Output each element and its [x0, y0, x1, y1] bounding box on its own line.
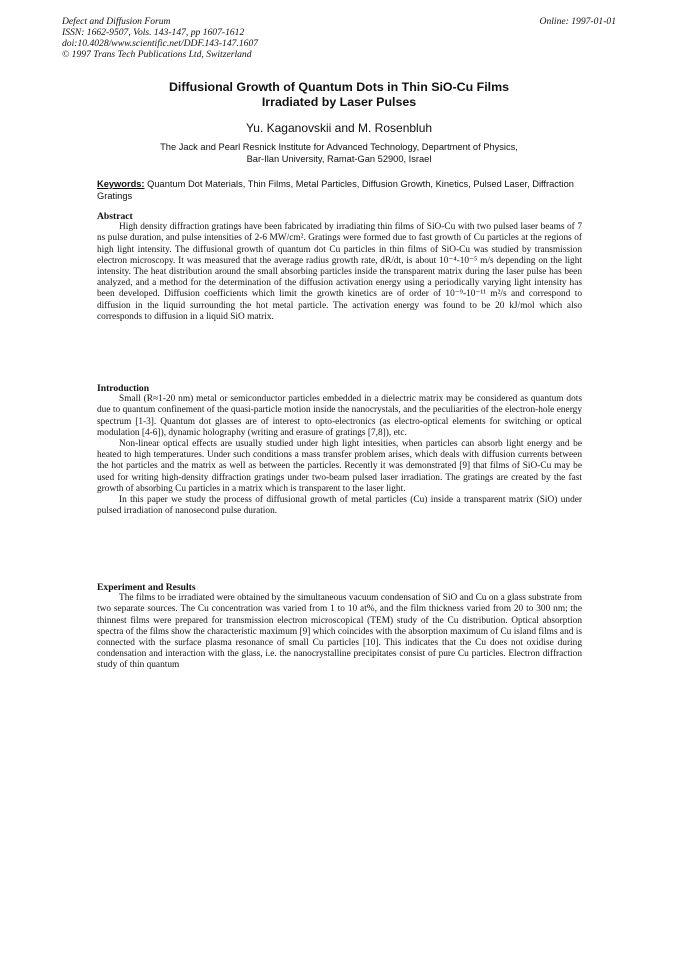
issn-line: ISSN: 1662-9507, Vols. 143-147, pp 1607-1612 — [62, 27, 245, 38]
affiliation-line-2: Bar-Ilan University, Ramat-Gan 52900, Israel — [246, 154, 432, 164]
online-date: Online: 1997-01-01 — [539, 16, 616, 27]
introduction-paragraph: In this paper we study the process of diffusional growth of metal particles (Cu) inside a transparent matrix (SiO) under pulsed irradiation of nanosecond pulse duration. — [97, 495, 582, 517]
introduction-paragraph: Small (R≈1-20 nm) metal or semiconductor particles embedded in a dielectric matrix may be considered as quantum dots due to quantum confinement of the quasi-particle motion inside the nanocrystals, and the peculiarities of the electron-hole energy spectrum [1-3]. Quantum dot glasses are of interest to opto-electronics (as electro-optical elements for switching or optical modulation [4-6]), dynamic holography (writing and erasure of gratings [7,8]), etc. — [97, 394, 582, 438]
affiliation-line-1: The Jack and Pearl Resnick Institute for Advanced Technology, Department of Physics, — [160, 142, 518, 152]
abstract-heading: Abstract — [97, 211, 133, 222]
introduction-paragraph: Non-linear optical effects are usually studied under high light intesities, when particles can absorb light energy and be heated to high temperatures. Under such conditions a mass transfer problem arises, which deals with diffusion currents between the hot particles and the matrix as well as between the particles. Recently it was demonstrated [9] that films of SiO-Cu may be used for writing high-density diffraction gratings under two-beam pulsed laser irradiation. The gratings are created by the fast growth of absorbing Cu particles in a matrix which is transparent to the laser light. — [97, 439, 582, 494]
doi-line: doi:10.4028/www.scientific.net/DDF.143-147.1607 — [62, 38, 259, 49]
experiment-section — [97, 582, 582, 672]
keywords — [97, 179, 582, 203]
experiment-text: The films to be irradiated were obtained by the simultaneous vacuum condensation of SiO and Cu on a glass substrate from two separate sources. The Cu concentration was varied from 1 to 10 at%, and the film thickness varied from 20 to 300 nm; the thinnest films were prepared for transmission electron microscopical (TEM) study of the Cu distribution. Optical absorption spectra of the films show the characteristic maximum [9] which coincides with the absorption maximum of Cu island films and is connected with the surface plasma resonance of small Cu particles [10]. This indicates that the Cu does not oxidise during condensation and interaction with the glass, i.e. the nanocrystalline precipitates consist of pure Cu particles. Electron diffraction study of thin quantum — [97, 593, 582, 671]
affiliation — [100, 141, 578, 165]
journal-name: Defect and Diffusion Forum — [62, 16, 171, 27]
paper-title — [90, 80, 588, 109]
abstract-text: High density diffraction gratings have been fabricated by irradiating thin films of SiO-Cu with two pulsed laser beams of 7 ns pulse duration, and pulse intensities of 2-6 MW/cm². Gratings were formed due to fast growth of Cu particles at the regions of high light intensity. The diffusional growth of quantum dot Cu particles in thin films of SiO-Cu was studied by transmission electron microscopy. It was measured that the average radius growth rate, dR/dt, is about 10⁻⁴-10⁻⁵ m/s depending on the light intensity. The heat distribution around the small absorbing particles inside the transparent matrix during the laser pulse has been analyzed, and a method for the determination of the diffusion activation energy using a periodically varying light intensity has been developed. Diffusion coefficients which limit the growth kinetics are of order of 10⁻⁹-10⁻¹¹ m²/s and correspond to diffusion in the liquid surrounding the hot metal particle. The activation energy was found to be 20 kJ/mol which also corresponds to diffusion in a liquid SiO matrix. — [97, 222, 582, 322]
copyright-line: © 1997 Trans Tech Publications Ltd, Switzerland — [62, 49, 252, 60]
introduction-section — [97, 383, 582, 517]
keywords-label: Keywords: — [97, 179, 145, 189]
journal-header — [62, 16, 258, 60]
introduction-heading: Introduction — [97, 383, 150, 394]
keywords-text: Quantum Dot Materials, Thin Films, Metal Particles, Diffusion Growth, Kinetics, Pulsed Laser, Diffraction Gratings — [97, 179, 574, 201]
title-line-2: Irradiated by Laser Pulses — [261, 94, 417, 109]
title-line-1: Diffusional Growth of Quantum Dots in Thin SiO-Cu Films — [168, 80, 510, 94]
experiment-heading: Experiment and Results — [97, 582, 196, 593]
abstract-section — [97, 211, 582, 323]
authors: Yu. Kaganovskii and M. Rosenbluh — [245, 121, 433, 135]
